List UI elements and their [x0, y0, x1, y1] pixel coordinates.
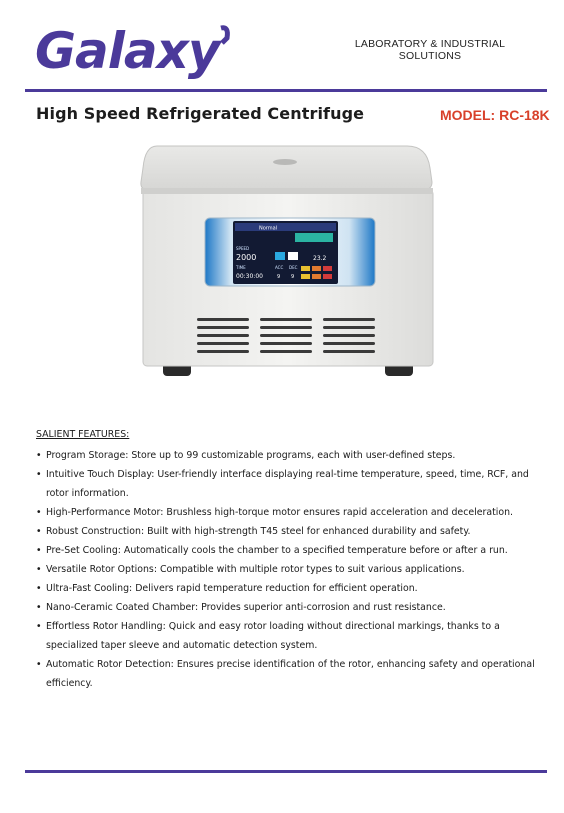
company-tagline: [350, 38, 510, 62]
svg-text:2000: 2000: [236, 253, 257, 262]
model-number: MODEL: RC-18K: [440, 107, 550, 123]
galaxy-logo: [35, 20, 240, 82]
feature-item: • Robust Construction: Built with high-strength T45 steel for enhanced durability and safety.: [36, 522, 536, 541]
product-title: High Speed Refrigerated Centrifuge: [36, 104, 365, 123]
feature-item: • High-Performance Motor: Brushless high-torque motor ensures rapid acceleration and deceleration.: [36, 503, 536, 522]
salient-features: [36, 428, 536, 693]
feature-item: • Pre-Set Cooling: Automatically cools the chamber to a specified temperature before or after a run.: [36, 541, 536, 560]
features-heading: SALIENT FEATURES:: [36, 429, 130, 440]
feature-item: • Intuitive Touch Display: User-friendly interface displaying real-time temperature, speed, time, RCF, and rotor information.: [36, 465, 536, 503]
svg-text:TIME: TIME: [236, 265, 246, 270]
feature-item: • Effortless Rotor Handling: Quick and easy rotor loading without directional markings, thanks to a specialized taper sleeve and automatic detection system.: [36, 617, 536, 655]
svg-text:DEC: DEC: [289, 265, 298, 270]
feature-item: • Program Storage: Store up to 99 customizable programs, each with user-defined steps.: [36, 446, 536, 465]
svg-text:Galaxy: Galaxy: [35, 22, 220, 80]
svg-text:9: 9: [291, 274, 295, 280]
feature-item: • Versatile Rotor Options: Compatible with multiple rotor types to suit various applications.: [36, 560, 536, 579]
svg-text:00:30:00: 00:30:00: [236, 273, 263, 280]
features-list: [36, 446, 536, 693]
centrifuge-image: [135, 138, 440, 398]
svg-text:ACC: ACC: [275, 265, 284, 270]
header-divider: [25, 89, 547, 92]
feature-item: • Nano-Ceramic Coated Chamber: Provides superior anti-corrosion and rust resistance.: [36, 598, 536, 617]
feature-item: • Automatic Rotor Detection: Ensures precise identification of the rotor, enhancing safety and operational efficiency.: [36, 655, 536, 693]
svg-text:9: 9: [277, 274, 281, 280]
footer-divider: [25, 770, 547, 773]
svg-text:Normal: Normal: [259, 225, 278, 232]
feature-item: • Ultra-Fast Cooling: Delivers rapid temperature reduction for efficient operation.: [36, 579, 536, 598]
tagline-line-1: LABORATORY & INDUSTRIAL: [354, 38, 506, 50]
svg-text:SPEED: SPEED: [236, 246, 250, 251]
tagline-line-2: SOLUTIONS: [398, 50, 462, 62]
svg-text:23.2: 23.2: [313, 255, 327, 262]
